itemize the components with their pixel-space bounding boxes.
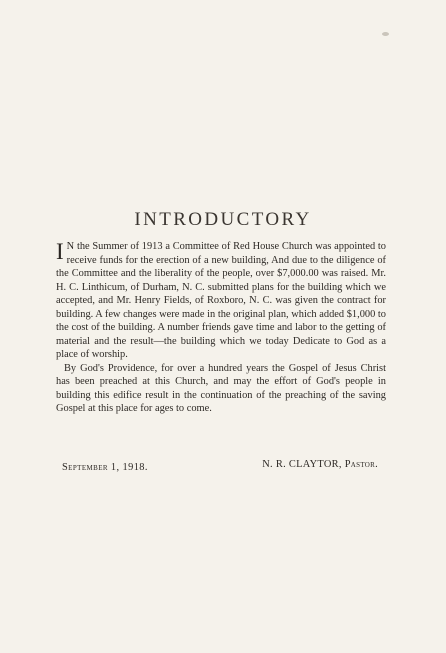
introduction-body	[56, 240, 386, 416]
date-line: September 1, 1918.	[62, 462, 148, 473]
drop-cap: I	[56, 239, 64, 264]
pastor-signature	[262, 459, 378, 470]
page-title: INTRODUCTORY	[134, 208, 312, 230]
pastor-role: Pastor.	[344, 459, 378, 470]
paper-smudge	[382, 32, 389, 36]
pastor-name: N. R. CLAYTOR,	[262, 459, 342, 470]
paragraph-second: By God's Providence, for over a hundred years the Gospel of Jesus Christ has been preached at this Church, and may the effort of God's people in building this edifice result in the continuation of the preaching of the saving Gospel at this place for ages to come.	[56, 362, 386, 414]
paragraph-first-text: N the Summer of 1913 a Committee of Red House Church was appointed to receive funds for the erection of a new building, And due to the diligence of the Committee and the liberality of the people, over $7,000.00 was raised. Mr. H. C. Linthicum, of Durham, N. C. submitted plans for the building which we accepted, and Mr. Henry Fields, of Roxboro, N. C. was given the contract for building. A few changes were made in the original plan, which added $1,000 to the cost of the building. A number friends gave time and labor to the getting of material and the result—the building which we today Dedicate to God as a place of worship.	[56, 241, 386, 360]
paragraph-first	[56, 240, 386, 362]
